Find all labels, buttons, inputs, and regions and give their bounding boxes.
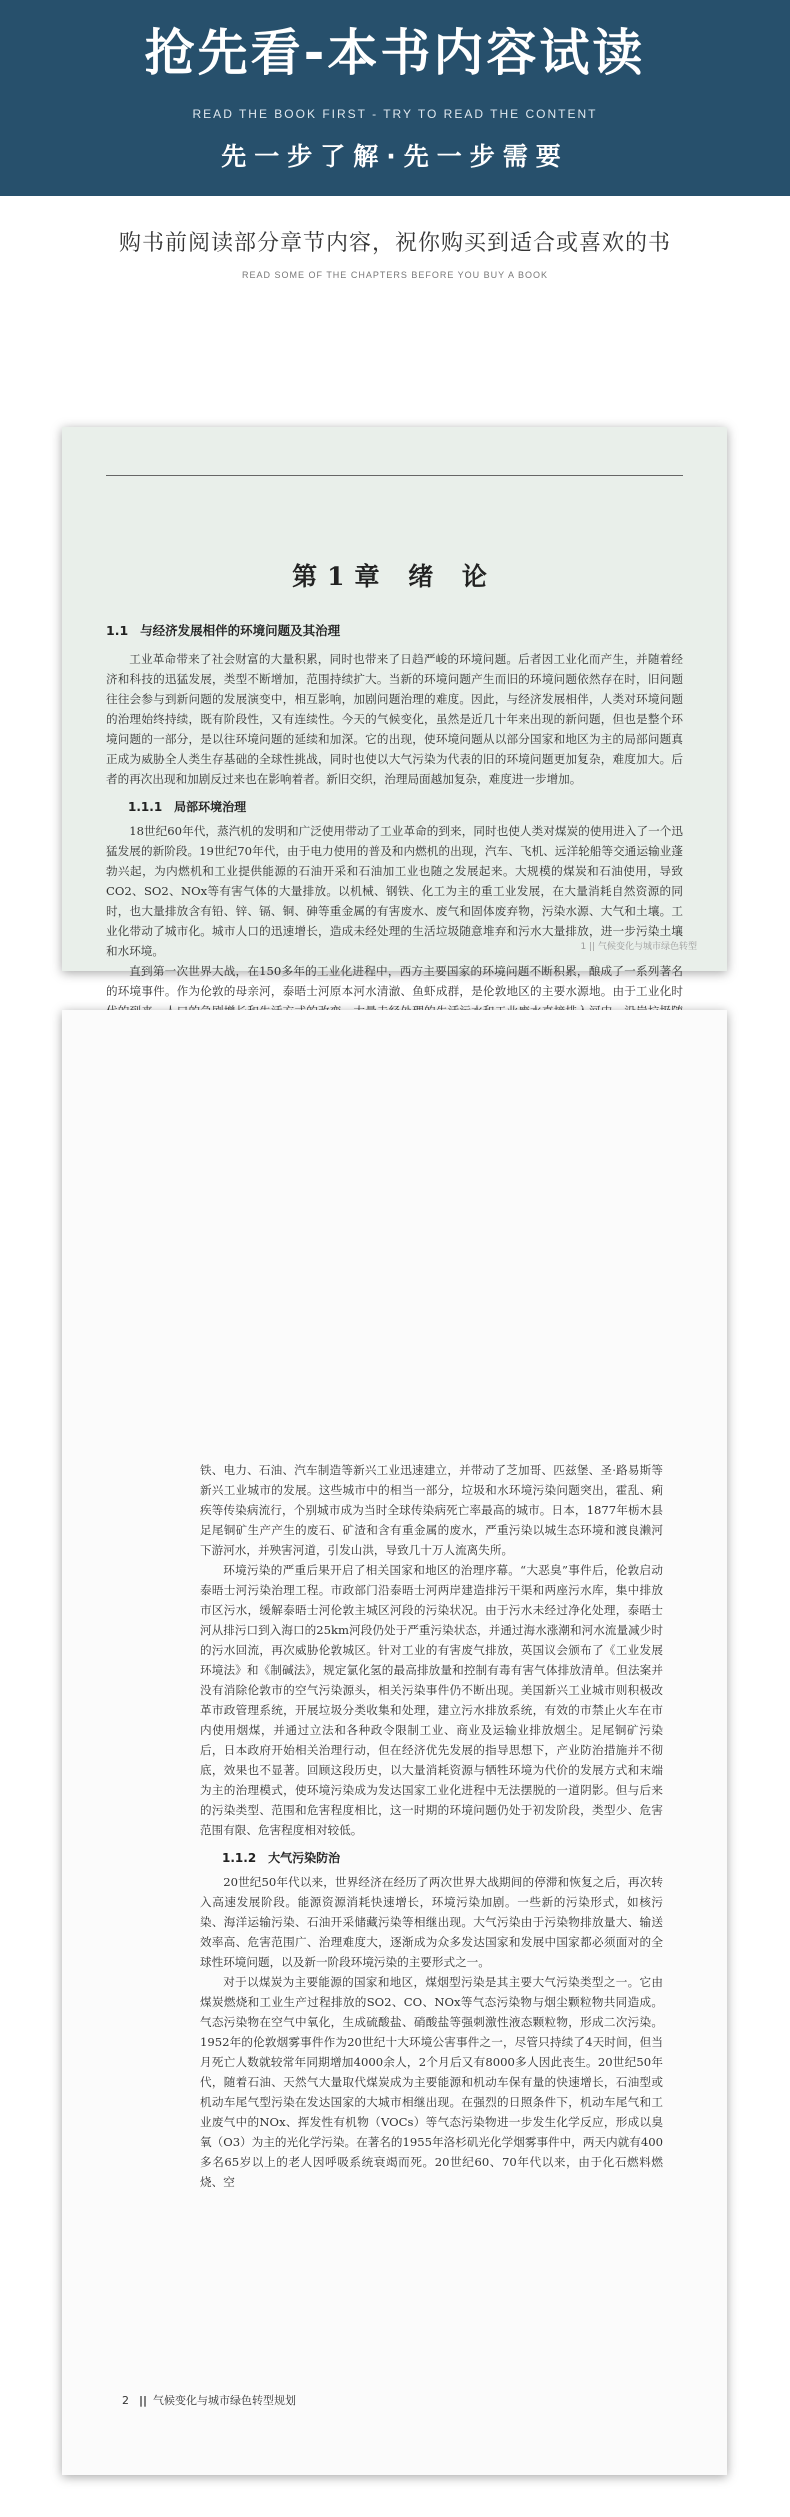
banner-title: 抢先看-本书内容试读: [144, 24, 646, 82]
paragraph: 工业革命带来了社会财富的大量积累，同时也带来了日趋严峻的环境问题。后者因工业化而产生，并随着经济和科技的迅猛发展，类型不断增加，范围持续扩大。当新的环境问题产生而旧的环境问题依然存在时，旧问题往往会参与到新问题的发展演变中，相互影响，加剧问题治理的难度。因此，与经济发展相伴，人类对环境问题的治理始终持续，既有阶段性，又有连续性。今天的气候变化，虽然是近几十年来出现的新问题，但也是整个环境问题的一部分，是以往环境问题的延续和加深。它的出现，使环境问题从以部分国家和地区为主的局部问题真正成为威胁全人类生存基础的全球性挑战，同时也使以大气污染为代表的旧的环境问题更加复杂，难度加大。后者的再次出现和加剧反过来也在影响着者。新旧交织，治理局面越加复杂，难度进一步增加。: [106, 652, 683, 786]
running-title: 气候变化与城市绿色转型规划: [153, 2394, 297, 2407]
paragraph: 对于以煤炭为主要能源的国家和地区，煤烟型污染是其主要大气污染类型之一。它由煤炭燃烧和工业生产过程排放的SO2、CO、NOx等气态污染物与烟尘颗粒物共同造成。气态污染物在空气中氧化，生成硫酸盐、硝酸盐等强刺激性液态颗粒物，形成二次污染。1952年的伦敦烟雾事件作为20世纪十大环境公害事件之一，尽管只持续了4天时间，但当月死亡人数就较常年同期增加4000余人，2个月后又有8000多人因此丧生。20世纪50年代，随着石油、天然气大量取代煤炭成为主要能源和机动车保有量的快速增长，石油型或机动车尾气型污染在发达国家的大城市相继出现。在强烈的日照条件下，机动车尾气和工业废气中的NOx、挥发性有机物（VOCs）等气态污染物进一步发生化学反应，形成以臭氧（O3）为主的光化学污染。在著名的1955年洛杉矶光化学烟雾事件中，两天内就有400多名65岁以上的老人因呼吸系统衰竭而死。20世纪60、70年代以来，由于化石燃料燃烧、空: [200, 1975, 663, 2189]
section-number: 1.1: [106, 623, 129, 638]
paragraph: 18世纪60年代，蒸汽机的发明和广泛使用带动了工业革命的到来，同时也使人类对煤炭的使用进入了一个迅猛发展的新阶段。19世纪70年代，由于电力使用的普及和内燃机的出现，汽车、飞机、远洋轮船等交通运输业蓬勃兴起，为内燃机和工业提供能源的石油开采和石油加工业也随之发展起来。大规模的煤炭和石油使用，导致CO2、SO2、NOx等有害气体的大量排放。以机械、钢铁、化工为主的重工业发展，在大量消耗自然资源的同时，也大量排放含有铅、锌、镉、铜、砷等重金属的有害废水、废气和固体废弃物，污染水源、大气和土壤。工业化带动了城市化。城市人口的迅速增长，造成未经处理的生活垃圾随意堆弃和污水大量排放，进一步污染土壤和水环境。: [106, 824, 683, 958]
subsection-title: 局部环境治理: [174, 800, 247, 814]
subsection-heading: [222, 1848, 663, 1868]
footer-separator: ||: [139, 2394, 148, 2407]
subsection-number: 1.1.1: [128, 800, 163, 814]
intro-text-en: READ SOME OF THE CHAPTERS BEFORE YOU BUY A BOOK: [241, 270, 549, 280]
page-footer: [122, 2391, 296, 2411]
subsection-number: 1.1.2: [222, 1851, 257, 1865]
page-footer: 1 || 气候变化与城市绿色转型: [580, 942, 697, 952]
banner-subtitle: 先一步了解·先一步需要: [221, 142, 569, 171]
paragraph: 直到第一次世界大战，在150多年的工业化进程中，西方主要国家的环境问题不断积累，酿成了一系列著名的环境事件。作为伦敦的母亲河，泰晤士河原本河水清澈、鱼虾成群，是伦敦地区的主要水源地。由于工业化时: [106, 964, 683, 998]
banner-subtitle-en: READ THE BOOK FIRST - TRY TO READ THE CONTENT: [192, 107, 598, 121]
chapter-title: 第1章 绪 论: [292, 562, 497, 591]
section-heading: [106, 621, 683, 641]
intro-text: 购书前阅读部分章节内容，祝你购买到适合或喜欢的书: [118, 231, 671, 256]
paragraph: 20世纪50年代以来，世界经济在经历了两次世界大战期间的停滞和恢复之后，再次转入高速发展阶段。能源资源消耗快速增长，环境污染加剧。一些新的污染形式，如核污染、海洋运输污染、石油开采储藏污染等相继出现。大气污染由于污染物排放量大、输送效率高、危害范围广、治理难度大，逐渐成为众多发达国家和发展中国家都必须面对的全球性环境问题，以及新一阶段环境污染的主要形式之一。: [200, 1875, 663, 1969]
paragraph: 铁、电力、石油、汽车制造等新兴工业迅速建立，并带动了芝加哥、匹兹堡、圣·路易斯等新兴工业城市的发展。这些城市中的相当一部分，垃圾和水环境污染问题突出，霍乱、痢疾等传染病流行，个别城市成为当时全球传染病死亡率最高的城市。日本，1877年栃木县足尾铜矿生产产生的废石、矿渣和含有重金属的废水，严重污染以城生态环境和渡良濑河下游河水，并殃害河道，引发山洪，导致几十万人流离失所。: [200, 1463, 663, 1557]
subsection-title: 大气污染防治: [268, 1851, 341, 1865]
subsection-heading: [128, 797, 683, 817]
header-rule: [106, 475, 683, 476]
book-page-2: [62, 1010, 727, 2475]
section-title: 与经济发展相伴的环境问题及其治理: [140, 623, 341, 638]
book-page-1: [62, 427, 727, 998]
header-banner: [0, 0, 790, 196]
paragraph: 环境污染的严重后果开启了相关国家和地区的治理序幕。“大恶臭”事件后，伦敦启动泰晤士河污染治理工程。市政部门沿泰晤士河两岸建造排污干渠和两座污水库，集中排放市区污水，缓解泰晤士河伦敦主城区河段的污染状况。由于污水未经过净化处理，泰晤士河从排污口到入海口的25km河段仍处于严重污染状态，并通过海水涨潮和河水流量减少时的污水回流，再次威胁伦敦城区。针对工业的有害废气排放，英国议会颁布了《工业发展环境法》和《制碱法》，规定氯化氢的最高排放量和控制有毒有害气体排放清单。但法案并没有消除伦敦市的空气污染源头，相关污染事件仍不断出现。美国新兴工业城市则积极改革市政管理系统，开展垃圾分类收集和处理，建立污水排放系统，有效的市禁止火车在市内使用烟煤，并通过立法和各种政令限制工业、商业及运输业排放烟尘。足尾铜矿污染后，日本政府开始相关治理行动，但在经济优先发展的指导思想下，产业防治措施并不彻底，效果也不显著。回顾这段历史，以大量消耗资源与牺牲环境为代价的发展方式和末端为主的治理模式，使环境污染成为发达国家工业化进程中无法摆脱的一道阴影。但与后来的污染类型、范围和危害程度相比，这一时期的环境问题仍处于初发阶段，类型少、危害范围有限、危害程度相对较低。: [200, 1563, 663, 1837]
page-number: 2: [122, 2394, 129, 2407]
